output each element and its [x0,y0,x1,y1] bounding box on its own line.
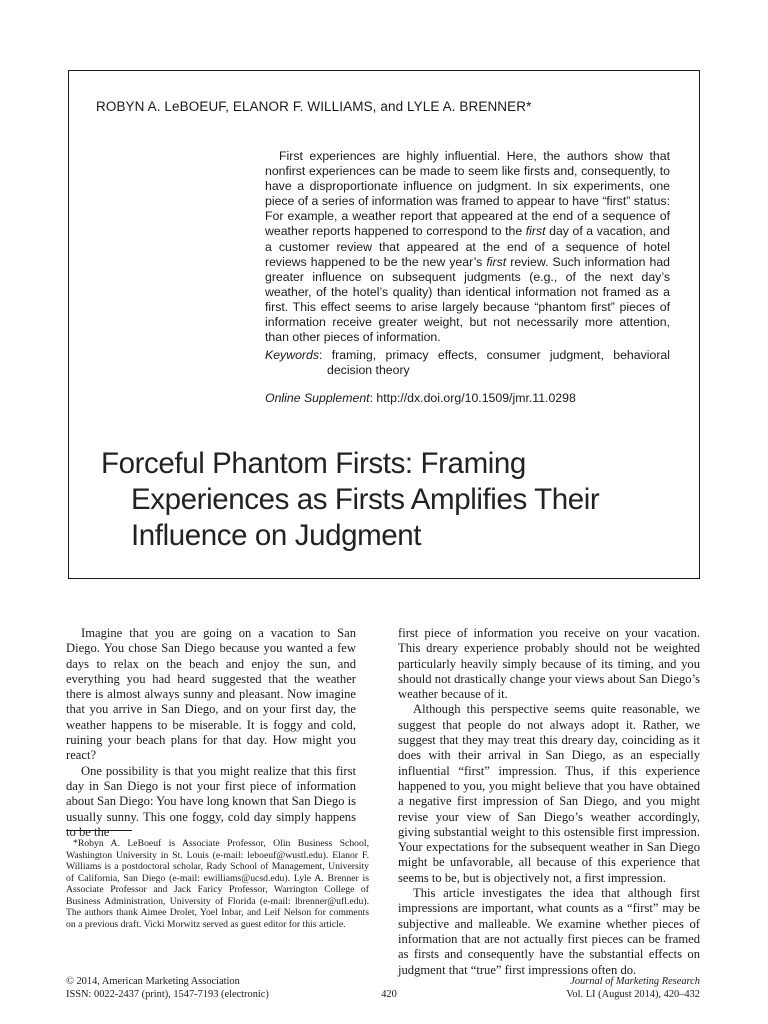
body-paragraph: Imagine that you are going on a vacation to San Diego. You chose San Diego because you wanted a few days to relax on the beach and enjoy the sun, and everything you had heard suggested that the weather there is almost always sunny and pleasant. Now imagine that you arrive in San Diego, and on your first day, the weather happens to be miserable. It is foggy and cold, ruining your beach plans for that day. How might you react? [66,626,356,763]
body-paragraph: first piece of information you receive on your vacation. This dreary experience probably should not be weighted particularly heavily simply because of its timing, and you should not drastically change your views about San Diego’s weather because of it. [398,626,700,702]
authors: ROBYN A. LeBOEUF, ELANOR F. WILLIAMS, and LYLE A. BRENNER* [96,99,532,114]
footnote-divider [66,830,132,831]
abstract-text-2: day of a vacation, and a customer review that appeared at the end of a sequence of hotel reviews happened to be the new year’s [265,224,670,269]
body-paragraph: One possibility is that you might realize that this first day in San Diego is not your first piece of information about San Diego: You have long known that San Diego is usually sunny. This one foggy, cold day simply happens to be the [66,763,356,839]
abstract-text-3: review. Such information had greater influence on subsequent judgments (e.g., of the next day’s weather, of the hotel’s quality) than identical information not framed as a first. This effect seems to arise largely because “phantom first” pieces of information receive greater weight, but not necessarily more attention, than other pieces of information. [265,254,671,345]
keywords [265,348,670,378]
supplement-label: Online Supplement [265,391,370,405]
abstract-emphasis-1: first [525,224,546,239]
body-paragraph: This article investigates the idea that although first impressions are important, what counts as a “first” may be subjective and malleable. We examine whether pieces of information that are not actually first pieces can be framed as firsts and consequently have the substantial effects on judgment that “true” first impressions often do. [398,886,700,977]
paper-title: Forceful Phantom Firsts: Framing Experiences as Firsts Amplifies Their Influence on Judgment [101,447,600,552]
abstract-emphasis-2: first [486,254,507,269]
body-column-left [66,626,356,840]
body-column-right [398,626,700,978]
author-footnote [66,838,369,930]
journal-name: Journal of Marketing Research [570,976,700,987]
online-supplement [265,391,685,406]
keywords-text: : framing, primacy effects, consumer judgment, behavioral decision theory [319,348,670,378]
abstract-text-1: First experiences are highly influential. Here, the authors show that nonfirst experiences can be made to seem like firsts and, consequently, to have a disproportionate influence on judgment. In six experiments, one piece of a series of information was framed to appear to have “first” status: For example, a weather report that appeared at the end of a sequence of weather reports happened to correspond to the [265,149,670,239]
footer-left [66,975,269,1001]
supplement-link[interactable]: : http://dx.doi.org/10.1509/jmr.11.0298 [369,391,576,405]
page-number: 420 [381,989,397,1000]
copyright: © 2014, American Marketing Association [66,976,240,987]
footer-right [566,975,700,1001]
abstract [265,149,670,345]
issn: ISSN: 0022-2437 (print), 1547-7193 (electronic) [66,989,269,1000]
volume-info: Vol. LI (August 2014), 420–432 [566,989,700,1000]
body-paragraph: Although this perspective seems quite reasonable, we suggest that people do not always adopt it. Rather, we suggest that they may treat this dreary day, coinciding as it does with their arrival in San Diego, as an especially influential “first” impression. Thus, if this experience happened to you, you might believe that you have obtained a negative first impression of San Diego, and you might revise your view of San Diego’s weather accordingly, giving substantial weight to this ostensible first impression. Your expectations for the subsequent weather in San Diego might be unfavorable, all because of this experience that seems to be, but is objectively not, a first impression. [398,702,700,885]
footnote-text: *Robyn A. LeBoeuf is Associate Professor, Olin Business School, Washington University in St. Louis (e-mail: leboeuf@wustl.edu). Elanor F. Williams is a postdoctoral scholar, Rady School of Management, University of California, San Diego (e-mail: ewilliams@ucsd.edu). Lyle A. Brenner is Associate Professor and Jack Faricy Professor, Warrington College of Business Administration, University of Florida (e-mail: lbrenner@ufl.edu). The authors thank Aimee Drolet, Yoel Inbar, and Leif Nelson for comments on a previous draft. Vicki Morwitz served as guest editor for this article. [66,838,369,930]
keywords-label: Keywords [265,348,319,362]
